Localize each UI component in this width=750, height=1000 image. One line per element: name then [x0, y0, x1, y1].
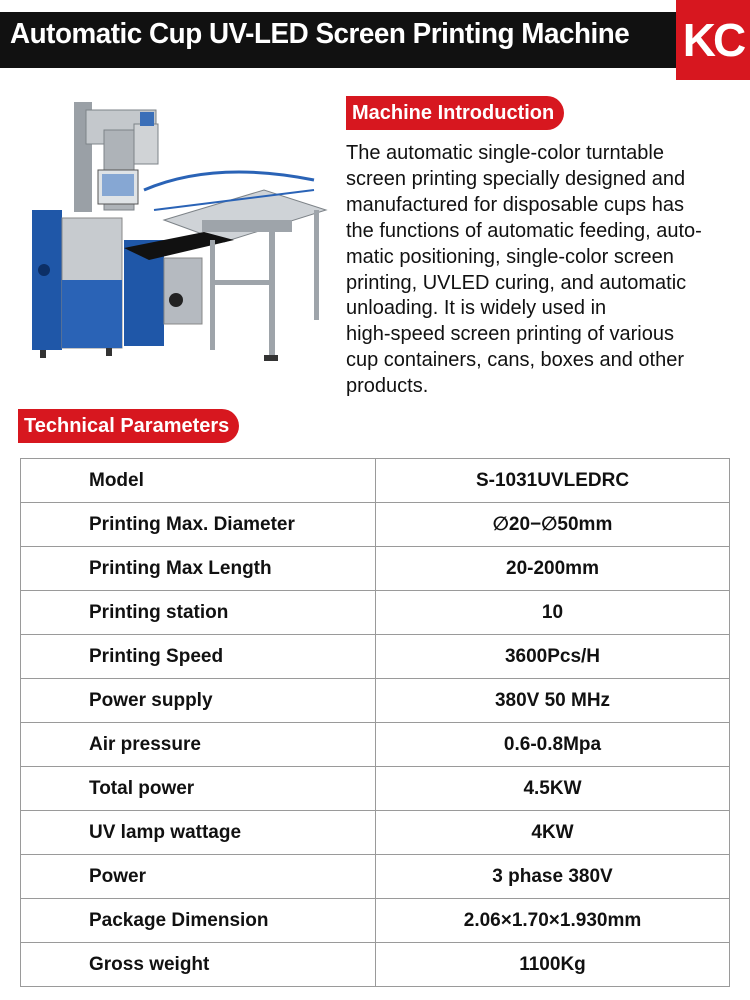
machine-photo: [14, 90, 336, 380]
param-label: UV lamp wattage: [21, 811, 376, 855]
param-label: Air pressure: [21, 723, 376, 767]
table-row: [21, 723, 730, 767]
param-label: Power: [21, 855, 376, 899]
table-row: [21, 591, 730, 635]
param-value: 4KW: [376, 811, 730, 855]
param-value: 2.06×1.70×1.930mm: [376, 899, 730, 943]
intro-line: cup containers, cans, boxes and other: [346, 349, 684, 372]
param-label: Power supply: [21, 679, 376, 723]
table-row: [21, 943, 730, 987]
param-label: Package Dimension: [21, 899, 376, 943]
intro-line: matic positioning, single-color screen: [346, 245, 674, 268]
intro-line: manufactured for disposable cups has: [346, 193, 684, 216]
param-value: 20-200mm: [376, 547, 730, 591]
param-value: 1100Kg: [376, 943, 730, 987]
param-label: Model: [21, 459, 376, 503]
param-value: 4.5KW: [376, 767, 730, 811]
param-value: 3600Pcs/H: [376, 635, 730, 679]
header-bar: [0, 12, 680, 68]
table-row: [21, 635, 730, 679]
intro-line: The automatic single-color turntable: [346, 142, 664, 164]
param-label: Total power: [21, 767, 376, 811]
table-row: [21, 855, 730, 899]
table-row: [21, 503, 730, 547]
param-value: 10: [376, 591, 730, 635]
params-table: [20, 458, 730, 987]
param-label: Printing Speed: [21, 635, 376, 679]
table-row: [21, 679, 730, 723]
intro-line: printing, UVLED curing, and automatic: [346, 271, 687, 294]
table-row: [21, 547, 730, 591]
param-value: 380V 50 MHz: [376, 679, 730, 723]
param-value: 0.6-0.8Mpa: [376, 723, 730, 767]
intro-line: screen printing specially designed and: [346, 167, 686, 190]
intro-line: the functions of automatic feeding, auto-: [346, 219, 702, 242]
param-value: 3 phase 380V: [376, 855, 730, 899]
brand-logo: KC: [676, 0, 750, 80]
param-label: Gross weight: [21, 943, 376, 987]
intro-line: products.: [346, 375, 429, 398]
intro-heading: Machine Introduction: [346, 96, 564, 130]
table-row: [21, 811, 730, 855]
table-row: [21, 767, 730, 811]
params-heading: Technical Parameters: [18, 409, 239, 443]
intro-line: unloading. It is widely used in: [346, 297, 607, 320]
param-value: S-1031UVLEDRC: [376, 459, 730, 503]
table-row: [21, 459, 730, 503]
table-row: [21, 899, 730, 943]
param-label: Printing Max. Diameter: [21, 503, 376, 547]
page-title: Automatic Cup UV-LED Screen Printing Machine: [10, 18, 630, 50]
param-label: Printing Max Length: [21, 547, 376, 591]
param-label: Printing station: [21, 591, 376, 635]
param-value: ∅20−∅50mm: [376, 503, 730, 547]
intro-paragraph: [346, 141, 726, 400]
intro-line: high-speed screen printing of various: [346, 323, 674, 346]
